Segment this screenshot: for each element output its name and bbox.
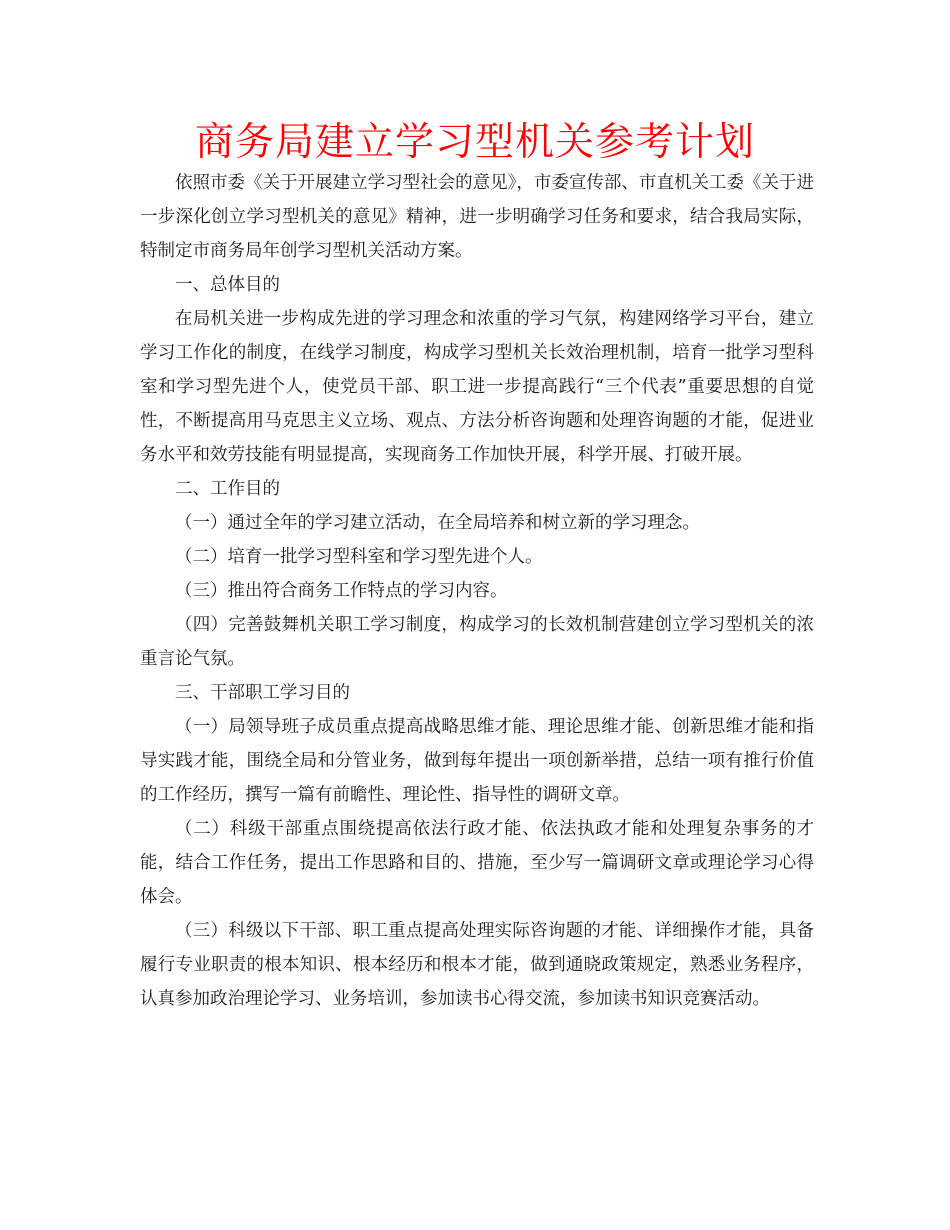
- list-item-work-goal-3: （三）推出符合商务工作特点的学习内容。: [175, 581, 508, 601]
- list-item-study-goal-3: （三）科级以下干部、职工重点提高处理实际咨询题的才能、详细操作才能，具备履行专业职责的根本知识、根本经历和根本才能，做到通晓政策规定，熟悉业务程序，认真参加政治理论学习、业务培训，参加读书心得交流，参加读书知识竞赛活动。: [140, 921, 814, 1009]
- section-heading-3: 三、干部职工学习目的: [175, 683, 350, 703]
- document-title: 商务局建立学习型机关参考计划: [194, 120, 755, 165]
- section-heading-1: 一、总体目的: [175, 275, 280, 295]
- list-item-study-goal-2: （二）科级干部重点围绕提高依法行政才能、依法执政才能和处理复杂事务的才能，结合工作任务，提出工作思路和目的、措施，至少写一篇调研文章或理论学习心得体会。: [140, 819, 814, 907]
- list-item-work-goal-1: （一）通过全年的学习建立活动，在全局培养和树立新的学习理念。: [175, 513, 700, 533]
- section-heading-2: 二、工作目的: [175, 479, 280, 499]
- document-body: [140, 166, 814, 1016]
- list-item-work-goal-4: （四）完善鼓舞机关职工学习制度，构成学习的长效机制营建创立学习型机关的浓重言论气氛。: [140, 615, 814, 669]
- list-item-study-goal-1: （一）局领导班子成员重点提高战略思维才能、理论思维才能、创新思维才能和指导实践才能，围绕全局和分管业务，做到每年提出一项创新举措，总结一项有推行价值的工作经历，撰写一篇有前瞻性、理论性、指导性的调研文章。: [140, 717, 814, 805]
- paragraph-overall-goal: 在局机关进一步构成先进的学习理念和浓重的学习气氛，构建网络学习平台，建立学习工作化的制度，在线学习制度，构成学习型机关长效治理机制，培育一批学习型科室和学习型先进个人，使党员干部、职工进一步提高践行“三个代表”重要思想的自觉性，不断提高用马克思主义立场、观点、方法分析咨询题和处理咨询题的才能，促进业务水平和效劳技能有明显提高，实现商务工作加快开展，科学开展、打破开展。: [140, 309, 814, 465]
- paragraph-intro: 依照市委《关于开展建立学习型社会的意见》，市委宣传部、市直机关工委《关于进一步深化创立学习型机关的意见》精神，进一步明确学习任务和要求，结合我局实际，特制定市商务局年创学习型机关活动方案。: [140, 173, 814, 261]
- list-item-work-goal-2: （二）培育一批学习型科室和学习型先进个人。: [175, 547, 543, 567]
